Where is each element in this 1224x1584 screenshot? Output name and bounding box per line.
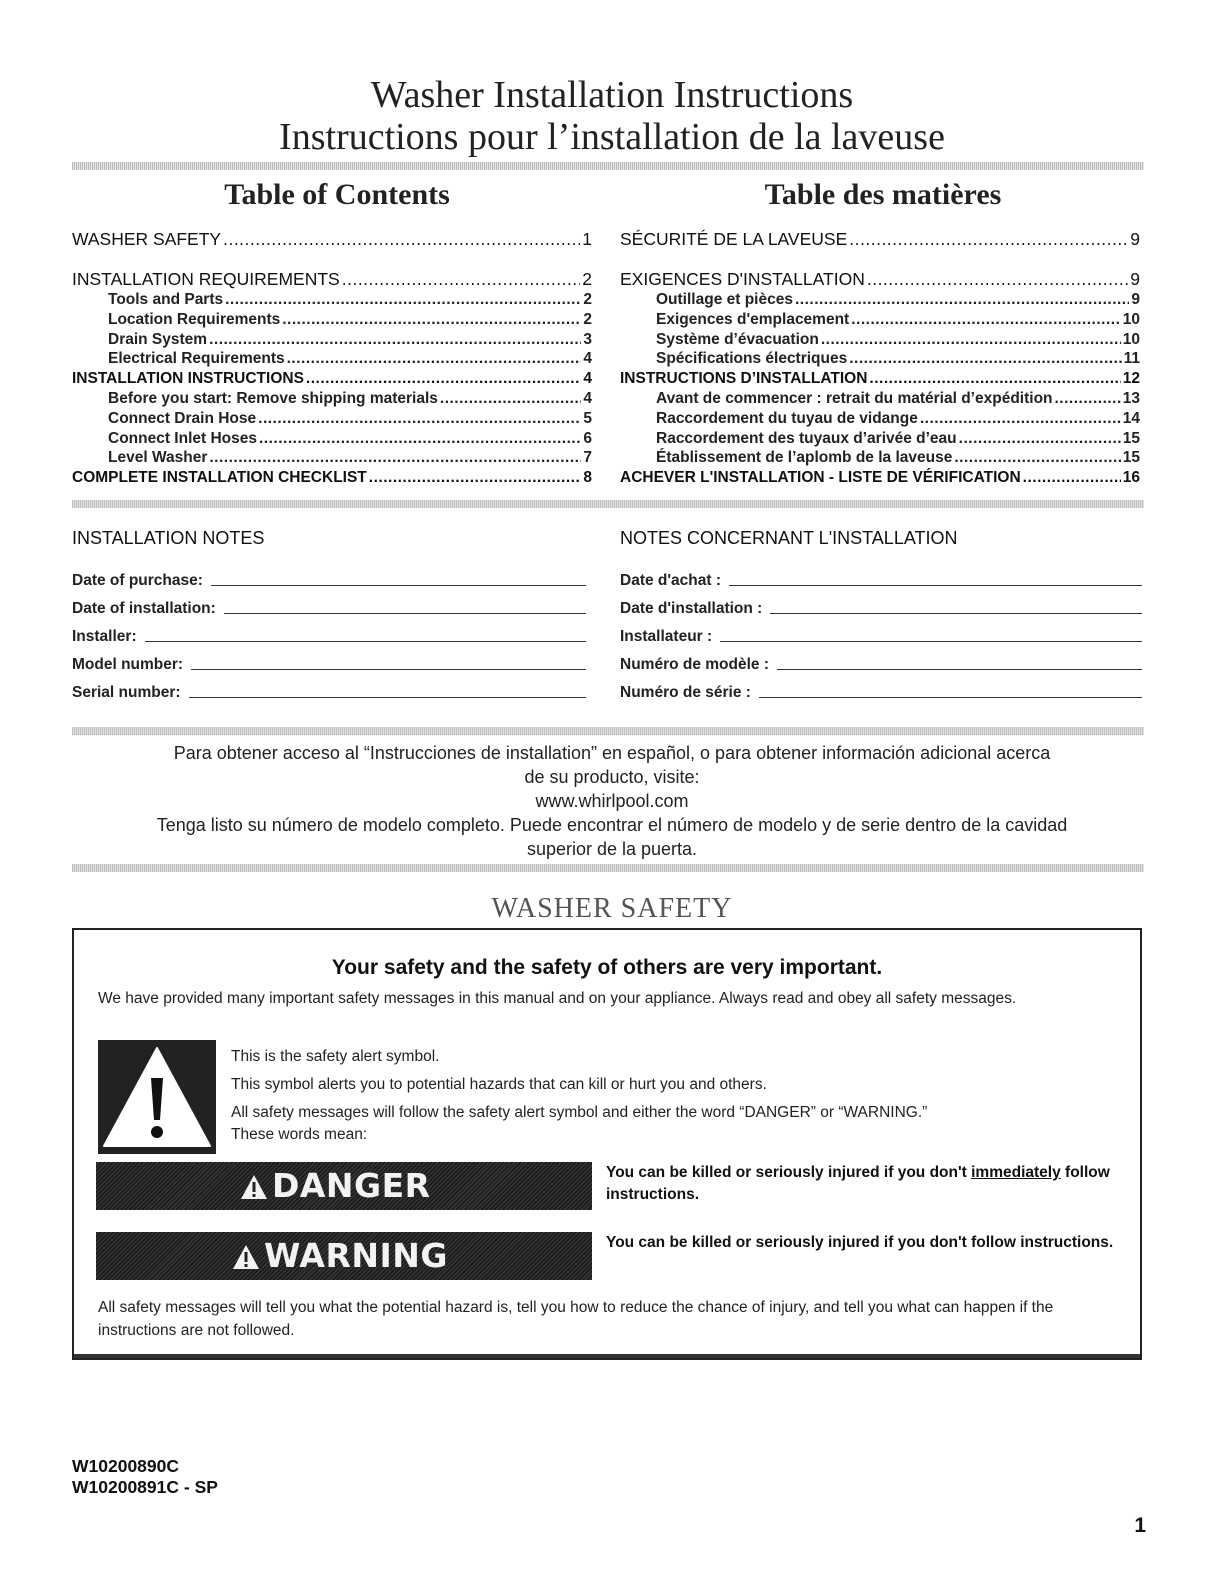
divider-toc bbox=[72, 500, 1144, 508]
toc-entry[interactable]: Before you start: Remove shipping materials ..... 4 bbox=[72, 389, 592, 409]
toc-entry[interactable]: INSTALLATION INSTRUCTIONS ..... 4 bbox=[72, 369, 592, 389]
toc-spacer bbox=[620, 250, 1140, 268]
toc-entry[interactable]: Outillage et pièces ..... 9 bbox=[620, 290, 1140, 310]
purchase-date-field[interactable]: Date d'achat : bbox=[620, 562, 1142, 590]
notes-heading: NOTES CONCERNANT L'INSTALLATION bbox=[620, 528, 958, 548]
toc-entry[interactable]: Level Washer ..... 7 bbox=[72, 448, 592, 468]
installation-notes-french bbox=[620, 528, 1142, 702]
website-link[interactable]: www.whirlpool.com bbox=[535, 791, 689, 811]
toc-spacer bbox=[72, 250, 592, 268]
alert-text-3: All safety messages will follow the safety alert symbol and either the word “DANGER” or “WARNING.” bbox=[231, 1104, 928, 1121]
toc-entry[interactable]: Electrical Requirements ..... 4 bbox=[72, 349, 592, 369]
safety-intro: We have provided many important safety messages in this manual and on your appliance. Always read and obey all safety messages. bbox=[98, 990, 1017, 1007]
toc-entry[interactable]: Exigences d'emplacement ..... 10 bbox=[620, 310, 1140, 330]
toc-entry[interactable]: COMPLETE INSTALLATION CHECKLIST ..... 8 bbox=[72, 468, 592, 488]
warning-word: WARNING bbox=[264, 1236, 448, 1275]
document-code-2: W10200891C - SP bbox=[72, 1477, 218, 1497]
safety-closing: All safety messages will tell you what the potential hazard is, tell you how to reduce the chance of injury, and tell you what can happen if the instructions are not followed. bbox=[98, 1299, 1054, 1339]
divider-spanish bbox=[72, 864, 1144, 872]
danger-label bbox=[240, 1166, 431, 1206]
alert-text-1: This is the safety alert symbol. bbox=[231, 1048, 440, 1065]
toc-entry[interactable]: INSTRUCTIONS D’INSTALLATION ..... 12 bbox=[620, 369, 1140, 389]
safety-heading: Your safety and the safety of others are very important. bbox=[331, 956, 883, 979]
toc-english-heading: Table of Contents bbox=[224, 178, 450, 211]
warning-signal-bar bbox=[96, 1232, 592, 1280]
toc-entry[interactable]: ACHEVER L'INSTALLATION - LISTE DE VÉRIFICATION ..... 16 bbox=[620, 468, 1140, 488]
toc-entry[interactable]: INSTALLATION REQUIREMENTS ..... 2 bbox=[72, 268, 592, 290]
installation-date-field[interactable]: Date d'installation : bbox=[620, 590, 1142, 618]
toc-english bbox=[72, 228, 592, 488]
danger-word: DANGER bbox=[272, 1166, 431, 1205]
installation-notes-english bbox=[72, 528, 586, 702]
toc-entry[interactable]: WASHER SAFETY ..... 1 bbox=[72, 228, 592, 250]
toc-entry[interactable]: SÉCURITÉ DE LA LAVEUSE ..... 9 bbox=[620, 228, 1140, 250]
toc-entry[interactable]: Drain System ..... 3 bbox=[72, 330, 592, 350]
notes-heading: INSTALLATION NOTES bbox=[72, 528, 265, 548]
toc-entry[interactable]: EXIGENCES D'INSTALLATION ..... 9 bbox=[620, 268, 1140, 290]
spanish-line-4: superior de la puerta. bbox=[526, 839, 698, 859]
toc-entry[interactable]: Location Requirements ..... 2 bbox=[72, 310, 592, 330]
model-number-field[interactable]: Model number: bbox=[72, 646, 586, 674]
divider-notes bbox=[72, 727, 1144, 735]
model-number-field[interactable]: Numéro de modèle : bbox=[620, 646, 1142, 674]
toc-entry[interactable]: Raccordement des tuyaux d’arivée d’eau ..... 15 bbox=[620, 429, 1140, 449]
toc-entry[interactable]: Raccordement du tuyau de vidange ..... 14 bbox=[620, 409, 1140, 429]
toc-entry[interactable]: Connect Inlet Hoses ..... 6 bbox=[72, 429, 592, 449]
purchase-date-field[interactable]: Date of purchase: bbox=[72, 562, 586, 590]
toc-entry[interactable]: Établissement de l’aplomb de la laveuse ..... 15 bbox=[620, 448, 1140, 468]
warning-triangle-icon bbox=[232, 1239, 260, 1279]
page-number: 1 bbox=[1134, 1514, 1146, 1537]
alert-text-2: This symbol alerts you to potential hazards that can kill or hurt you and others. bbox=[231, 1076, 767, 1093]
title-english: Washer Installation Instructions bbox=[370, 74, 854, 116]
toc-entry[interactable]: Connect Drain Hose ..... 5 bbox=[72, 409, 592, 429]
spanish-notice bbox=[0, 741, 1224, 861]
spanish-line-1: Para obtener acceso al “Instrucciones de installation” en español, o para obtener información adicional acerca bbox=[173, 743, 1051, 763]
installation-date-field[interactable]: Date of installation: bbox=[72, 590, 586, 618]
toc-entry[interactable]: Tools and Parts ..... 2 bbox=[72, 290, 592, 310]
section-title: WASHER SAFETY bbox=[491, 893, 733, 924]
divider-top bbox=[72, 162, 1144, 170]
toc-french bbox=[620, 228, 1140, 488]
document-code-1: W10200890C bbox=[72, 1456, 180, 1476]
spanish-line-3: Tenga listo su número de modelo completo. Puede encontrar el número de modelo y de serie dentro de la cavidad bbox=[156, 815, 1068, 835]
warning-description: You can be killed or seriously injured if you don't follow instructions. bbox=[606, 1234, 1114, 1251]
title-french: Instructions pour l’installation de la laveuse bbox=[279, 116, 945, 158]
installer-field[interactable]: Installateur : bbox=[620, 618, 1142, 646]
toc-french-heading: Table des matières bbox=[764, 178, 1002, 211]
safety-alert-triangle-icon bbox=[98, 1040, 216, 1154]
toc-entry[interactable]: Système d’évacuation ..... 10 bbox=[620, 330, 1140, 350]
spanish-line-2: de su producto, visite: bbox=[524, 767, 700, 787]
danger-signal-bar bbox=[96, 1162, 592, 1210]
alert-text-4: These words mean: bbox=[231, 1126, 368, 1143]
warning-triangle-icon bbox=[240, 1169, 268, 1209]
warning-label bbox=[232, 1236, 448, 1276]
toc-entry[interactable]: Avant de commencer : retrait du matérial d’expédition ..... 13 bbox=[620, 389, 1140, 409]
serial-number-field[interactable]: Numéro de série : bbox=[620, 674, 1142, 702]
installer-field[interactable]: Installer: bbox=[72, 618, 586, 646]
safety-box bbox=[72, 928, 1142, 1360]
toc-entry[interactable]: Spécifications électriques ..... 11 bbox=[620, 349, 1140, 369]
danger-description: You can be killed or seriously injured if you don't immediately follow instructions. bbox=[606, 1164, 1110, 1203]
serial-number-field[interactable]: Serial number: bbox=[72, 674, 586, 702]
